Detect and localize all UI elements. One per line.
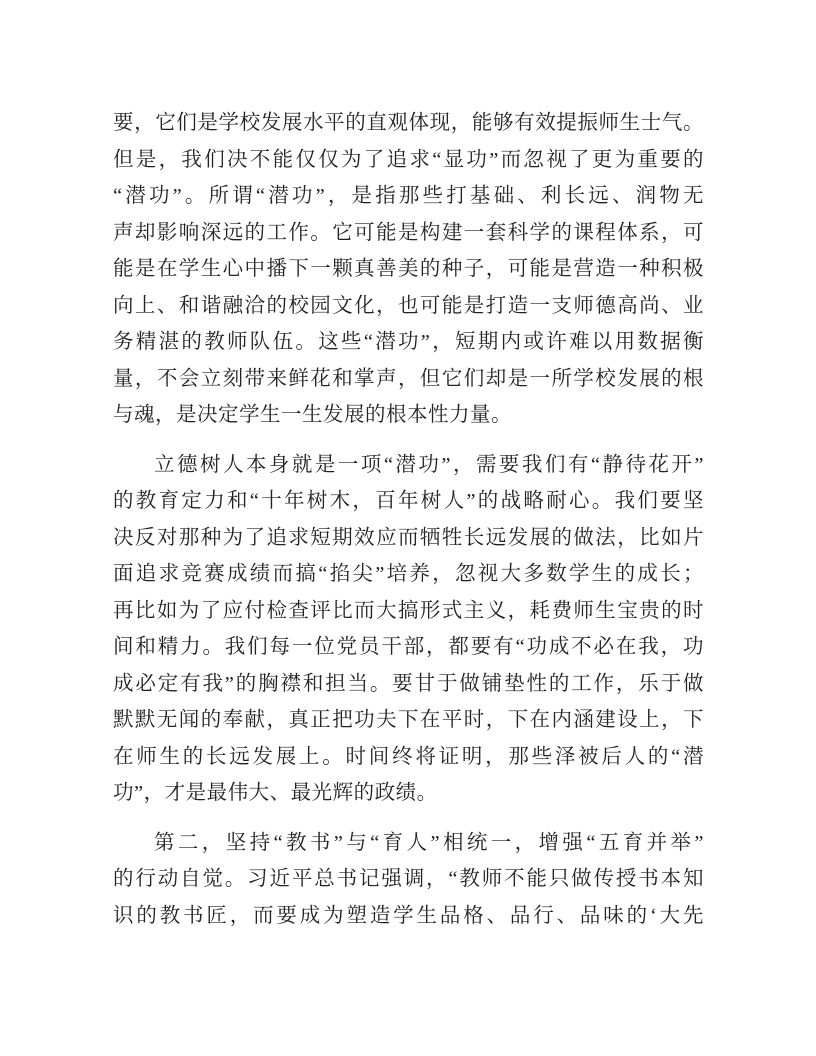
text-line: 成必定有我”的胸襟和担当。要甘于做铺垫性的工作，乐于做: [113, 672, 704, 695]
text-line: 功”，才是最伟大、最光辉的政绩。: [113, 782, 438, 804]
paragraph: [113, 105, 704, 434]
text-line: 向上、和谐融洽的校园文化，也可能是打造一支师德高尚、业: [113, 294, 704, 317]
text-line: 在师生的长远发展上。时间终将证明，那些泽被后人的“潜: [113, 745, 704, 768]
text-line: 能是在学生心中播下一颗真善美的种子，可能是营造一种积极: [113, 258, 704, 280]
text-line: 决反对那种为了追求短期效应而牺牲长远发展的做法，比如片: [113, 526, 704, 549]
text-line: 间和精力。我们每一位党员干部，都要有“功成不必在我，功: [113, 636, 704, 658]
text-line: 识的教书匠，而要成为塑造学生品格、品行、品味的‘大先: [113, 904, 704, 927]
text-line: 面追求竞赛成绩而搞“掐尖”培养，忽视大多数学生的成长；: [113, 563, 704, 585]
text-line: “潜功”。所谓“潜功”，是指那些打基础、利长远、润物无: [113, 185, 704, 207]
text-line: 量，不会立刻带来鲜花和掌声，但它们却是一所学校发展的根: [113, 367, 704, 390]
text-line: 默默无闻的奉献，真正把功夫下在平时，下在内涵建设上，下: [113, 709, 704, 731]
text-line: 第二，坚持“教书”与“育人”相统一，增强“五育并举”: [154, 831, 704, 854]
text-line: 的行动自觉。习近平总书记强调，“教师不能只做传授书本知: [113, 868, 704, 890]
text-line: 声却影响深远的工作。它可能是构建一套科学的课程体系，可: [113, 221, 704, 244]
paragraph: [113, 447, 704, 812]
document-body: [113, 105, 704, 947]
text-line: 与魂，是决定学生一生发展的根本性力量。: [113, 404, 512, 426]
text-line: 的教育定力和“十年树木，百年树人”的战略耐心。我们要坚: [113, 490, 704, 512]
text-line: 再比如为了应付检查评比而大搞形式主义，耗费师生宝贵的时: [113, 599, 704, 622]
text-line: 立德树人本身就是一项“潜功”，需要我们有“静待花开”: [154, 453, 704, 476]
text-line: 务精湛的教师队伍。这些“潜功”，短期内或许难以用数据衡: [113, 331, 704, 353]
text-line: 但是，我们决不能仅仅为了追求“显功”而忽视了更为重要的: [113, 148, 704, 171]
text-line: 要，它们是学校发展水平的直观体现，能够有效提振师生士气。: [113, 112, 704, 134]
paragraph: [113, 825, 704, 935]
